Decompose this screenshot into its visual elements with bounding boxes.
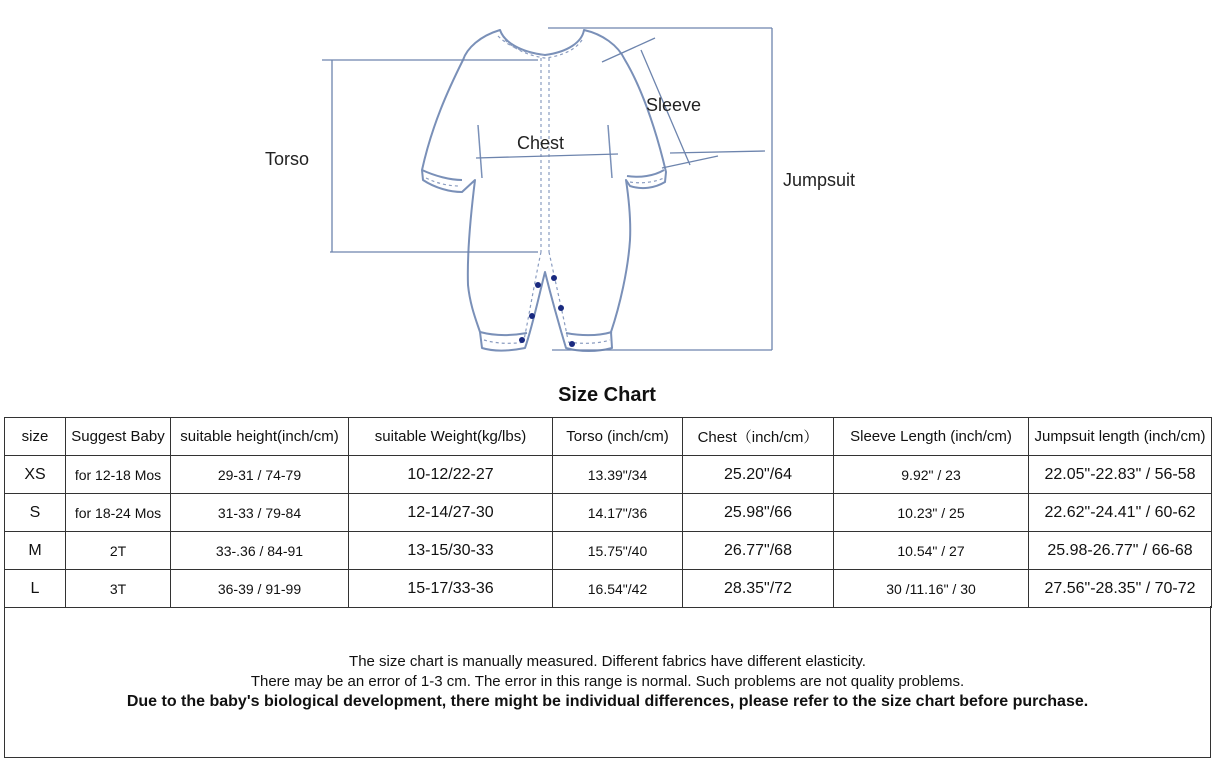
cell-chest: 26.77"/68: [683, 532, 834, 570]
cell-jumpsuit-length: 25.98-26.77" / 66-68: [1029, 532, 1212, 570]
cell-suggest-baby: 2T: [66, 532, 171, 570]
jumpsuit-measurement-diagram: [0, 0, 1214, 380]
sleeve-label: Sleeve: [646, 95, 702, 115]
cell-size: S: [5, 494, 66, 532]
note-measured: The size chart is manually measured. Different fabrics have different elasticity.: [349, 653, 866, 670]
cell-suggest-baby: for 12-18 Mos: [66, 456, 171, 494]
cell-height: 33-.36 / 84-91: [171, 532, 349, 570]
table-row: [5, 494, 1212, 532]
cell-height: 36-39 / 91-99: [171, 570, 349, 608]
cell-chest: 25.20"/64: [683, 456, 834, 494]
cell-jumpsuit-length: 22.05"-22.83" / 56-58: [1029, 456, 1212, 494]
header-chest: Chest（inch/cm）: [683, 418, 834, 456]
cell-sleeve: 30 /11.16" / 30: [834, 570, 1029, 608]
cell-weight: 13-15/30-33: [349, 532, 553, 570]
header-row: [5, 418, 1212, 456]
cell-suggest-baby: for 18-24 Mos: [66, 494, 171, 532]
cell-torso: 15.75"/40: [553, 532, 683, 570]
cell-height: 29-31 / 74-79: [171, 456, 349, 494]
cell-sleeve: 10.54" / 27: [834, 532, 1029, 570]
cell-size: L: [5, 570, 66, 608]
cell-size: XS: [5, 456, 66, 494]
snap-buttons: [519, 275, 575, 347]
chest-label: Chest: [517, 133, 565, 153]
cell-torso: 14.17"/36: [553, 494, 683, 532]
cell-weight: 12-14/27-30: [349, 494, 553, 532]
size-chart-notes: [4, 606, 1211, 758]
table-row: [5, 456, 1212, 494]
size-chart-table: [4, 417, 1212, 608]
cell-jumpsuit-length: 22.62"-24.41" / 60-62: [1029, 494, 1212, 532]
jumpsuit-label: Jumpsuit: [783, 170, 856, 190]
chart-title: Size Chart: [558, 384, 656, 406]
cell-torso: 13.39"/34: [553, 456, 683, 494]
table-row: [5, 532, 1212, 570]
cell-chest: 28.35"/72: [683, 570, 834, 608]
cell-sleeve: 10.23" / 25: [834, 494, 1029, 532]
jumpsuit-outline: [422, 30, 666, 351]
note-development-warning: Due to the baby's biological development, there might be individual differences, please refer to the size chart before purchase.: [126, 693, 1089, 710]
cell-sleeve: 9.92" / 23: [834, 456, 1029, 494]
cell-suggest-baby: 3T: [66, 570, 171, 608]
header-jumpsuit-length: Jumpsuit length (inch/cm): [1029, 418, 1212, 456]
header-sleeve: Sleeve Length (inch/cm): [834, 418, 1029, 456]
cell-size: M: [5, 532, 66, 570]
header-weight: suitable Weight(kg/lbs): [349, 418, 553, 456]
measurement-lines: [322, 28, 772, 350]
header-height: suitable height(inch/cm): [171, 418, 349, 456]
cell-jumpsuit-length: 27.56"-28.35" / 70-72: [1029, 570, 1212, 608]
cell-weight: 10-12/22-27: [349, 456, 553, 494]
torso-label: Torso: [265, 149, 310, 169]
cell-torso: 16.54"/42: [553, 570, 683, 608]
cell-chest: 25.98"/66: [683, 494, 834, 532]
table-row: [5, 570, 1212, 608]
note-error-range: There may be an error of 1-3 cm. The error in this range is normal. Such problems are not quality problems.: [250, 673, 965, 690]
header-size: size: [5, 418, 66, 456]
header-torso: Torso (inch/cm): [553, 418, 683, 456]
cell-height: 31-33 / 79-84: [171, 494, 349, 532]
cell-weight: 15-17/33-36: [349, 570, 553, 608]
header-suggest-baby: Suggest Baby: [66, 418, 171, 456]
